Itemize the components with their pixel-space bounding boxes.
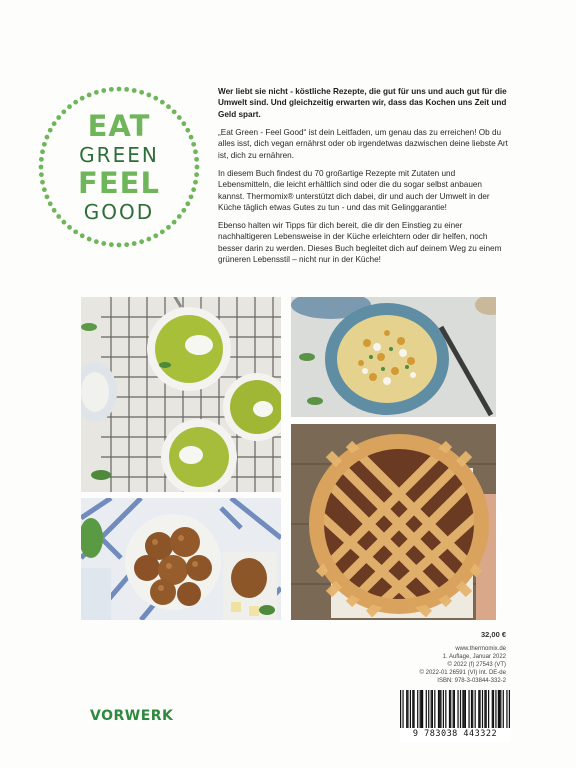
barcode-bar (468, 690, 469, 728)
barcode-bar (478, 690, 479, 728)
barcode-bar (434, 690, 435, 728)
barcode-bar (432, 690, 433, 728)
barcode-bar (443, 690, 444, 728)
barcode-bar (450, 690, 451, 728)
barcode-bar (402, 690, 403, 728)
blurb-paragraph-3: In diesem Buch findest du 70 großartige Rezepte mit Zutaten und Lebensmitteln, die leicht erhältlich sind oder die du sogar selbst anbauen kannst. Thermomix® unterstützt dich dabei, dir und auch der Umwelt in der Küche täglich etwas Gutes zu tun - und das mit Gelinggarantie! (218, 168, 490, 212)
barcode-bar (406, 690, 407, 728)
barcode-bar (465, 690, 466, 728)
barcode-bar (438, 690, 439, 728)
barcode-bar (482, 690, 483, 728)
blurb-paragraph-4: Ebenso halten wir Tipps für dich bereit, die dir den Einstieg zu einer nachhaltigeren Lebensweise in der Küche erleichtern oder dir helfen, noch besser darin zu werden. Dieses Buch begleitet dich auf deinem Weg zu einem grüneren Lebensstil – nicht nur in der Küche! (218, 221, 502, 265)
barcode-bar (506, 690, 507, 728)
barcode-bar (509, 690, 510, 728)
barcode-bar (488, 690, 489, 728)
barcode-bar (417, 690, 418, 728)
barcode-bar (454, 690, 455, 728)
barcode-bar (445, 690, 446, 728)
barcode-bar (460, 690, 461, 728)
barcode-icon (400, 690, 510, 730)
barcode-bar (400, 690, 401, 728)
vorwerk-wordmark: VORWERK (90, 708, 174, 724)
barcode-bar (413, 690, 414, 728)
barcode-bar (498, 690, 499, 728)
barcode-bar (457, 690, 458, 728)
edition-text: 1. Auflage, Januar 2022 (442, 654, 506, 661)
logo-word-good: GOOD (83, 200, 155, 224)
barcode-bar (484, 690, 485, 728)
photo-lattice-tart (291, 424, 496, 620)
price: 32,00 € (480, 630, 506, 639)
barcode-bar (471, 690, 472, 728)
eat-green-feel-good-logo (36, 84, 202, 250)
barcode-bar (407, 690, 408, 728)
vorwerk-logo (90, 705, 172, 727)
barcode-bar (503, 690, 504, 728)
isbn-text: ISBN: 978-3-03844-332-2 (437, 678, 506, 685)
blurb-text (218, 86, 508, 272)
logo-word-feel: FEEL (78, 166, 160, 200)
barcode-bar (500, 690, 501, 728)
barcode-bar (475, 690, 476, 728)
barcode-bar (499, 690, 500, 728)
logo-word-green: GREEN (79, 143, 159, 167)
barcode-bar (486, 690, 487, 728)
barcode-bar (410, 690, 411, 728)
barcode-bar (439, 690, 440, 728)
publication-info (380, 645, 506, 685)
barcode-bar (440, 690, 441, 728)
barcode-bar (493, 690, 494, 728)
barcode-bar (492, 690, 493, 728)
barcode-bar (462, 690, 463, 728)
website-text: www.thermomix.de (455, 646, 506, 652)
copyright-text-1: © 2022 (f) 27543 (VT) (447, 662, 506, 669)
barcode-bar (479, 690, 480, 728)
copyright-text-2: © 2022-01 26591 (VI) Int. DE-de (419, 670, 506, 677)
barcode-bar (422, 690, 423, 728)
barcode-bar (428, 690, 429, 728)
barcode-bar (472, 690, 473, 728)
photo-pea-soup (81, 297, 281, 492)
barcode-digits: 9 783038 443322 (400, 729, 510, 739)
barcode-bar (420, 690, 421, 728)
logo-word-eat: EAT (87, 109, 151, 143)
barcode-bar (453, 690, 454, 728)
barcode-bar (495, 690, 496, 728)
barcode-bar (426, 690, 427, 728)
barcode-bar (464, 690, 465, 728)
barcode-bar (412, 690, 413, 728)
blurb-paragraph-1: Wer liebt sie nicht - köstliche Rezepte, die gut für uns und auch gut für die Umwelt sind. Und gleichzeitig erwarten wir, dass das Kochen uns Zeit und Geld spart. (218, 87, 507, 119)
barcode-bar (431, 690, 432, 728)
photo-grain-salad (291, 297, 496, 417)
barcode-bar (421, 690, 422, 728)
blurb-paragraph-2: „Eat Green - Feel Good“ ist dein Leitfaden, um genau das zu erreichen! Ob du alles isst, dich vegan ernährst oder ob irgendetwas dazwischen deine liebste Art ist, dich zu ernähren. (218, 127, 508, 160)
barcode-bar (449, 690, 450, 728)
photo-falafel (81, 498, 281, 620)
